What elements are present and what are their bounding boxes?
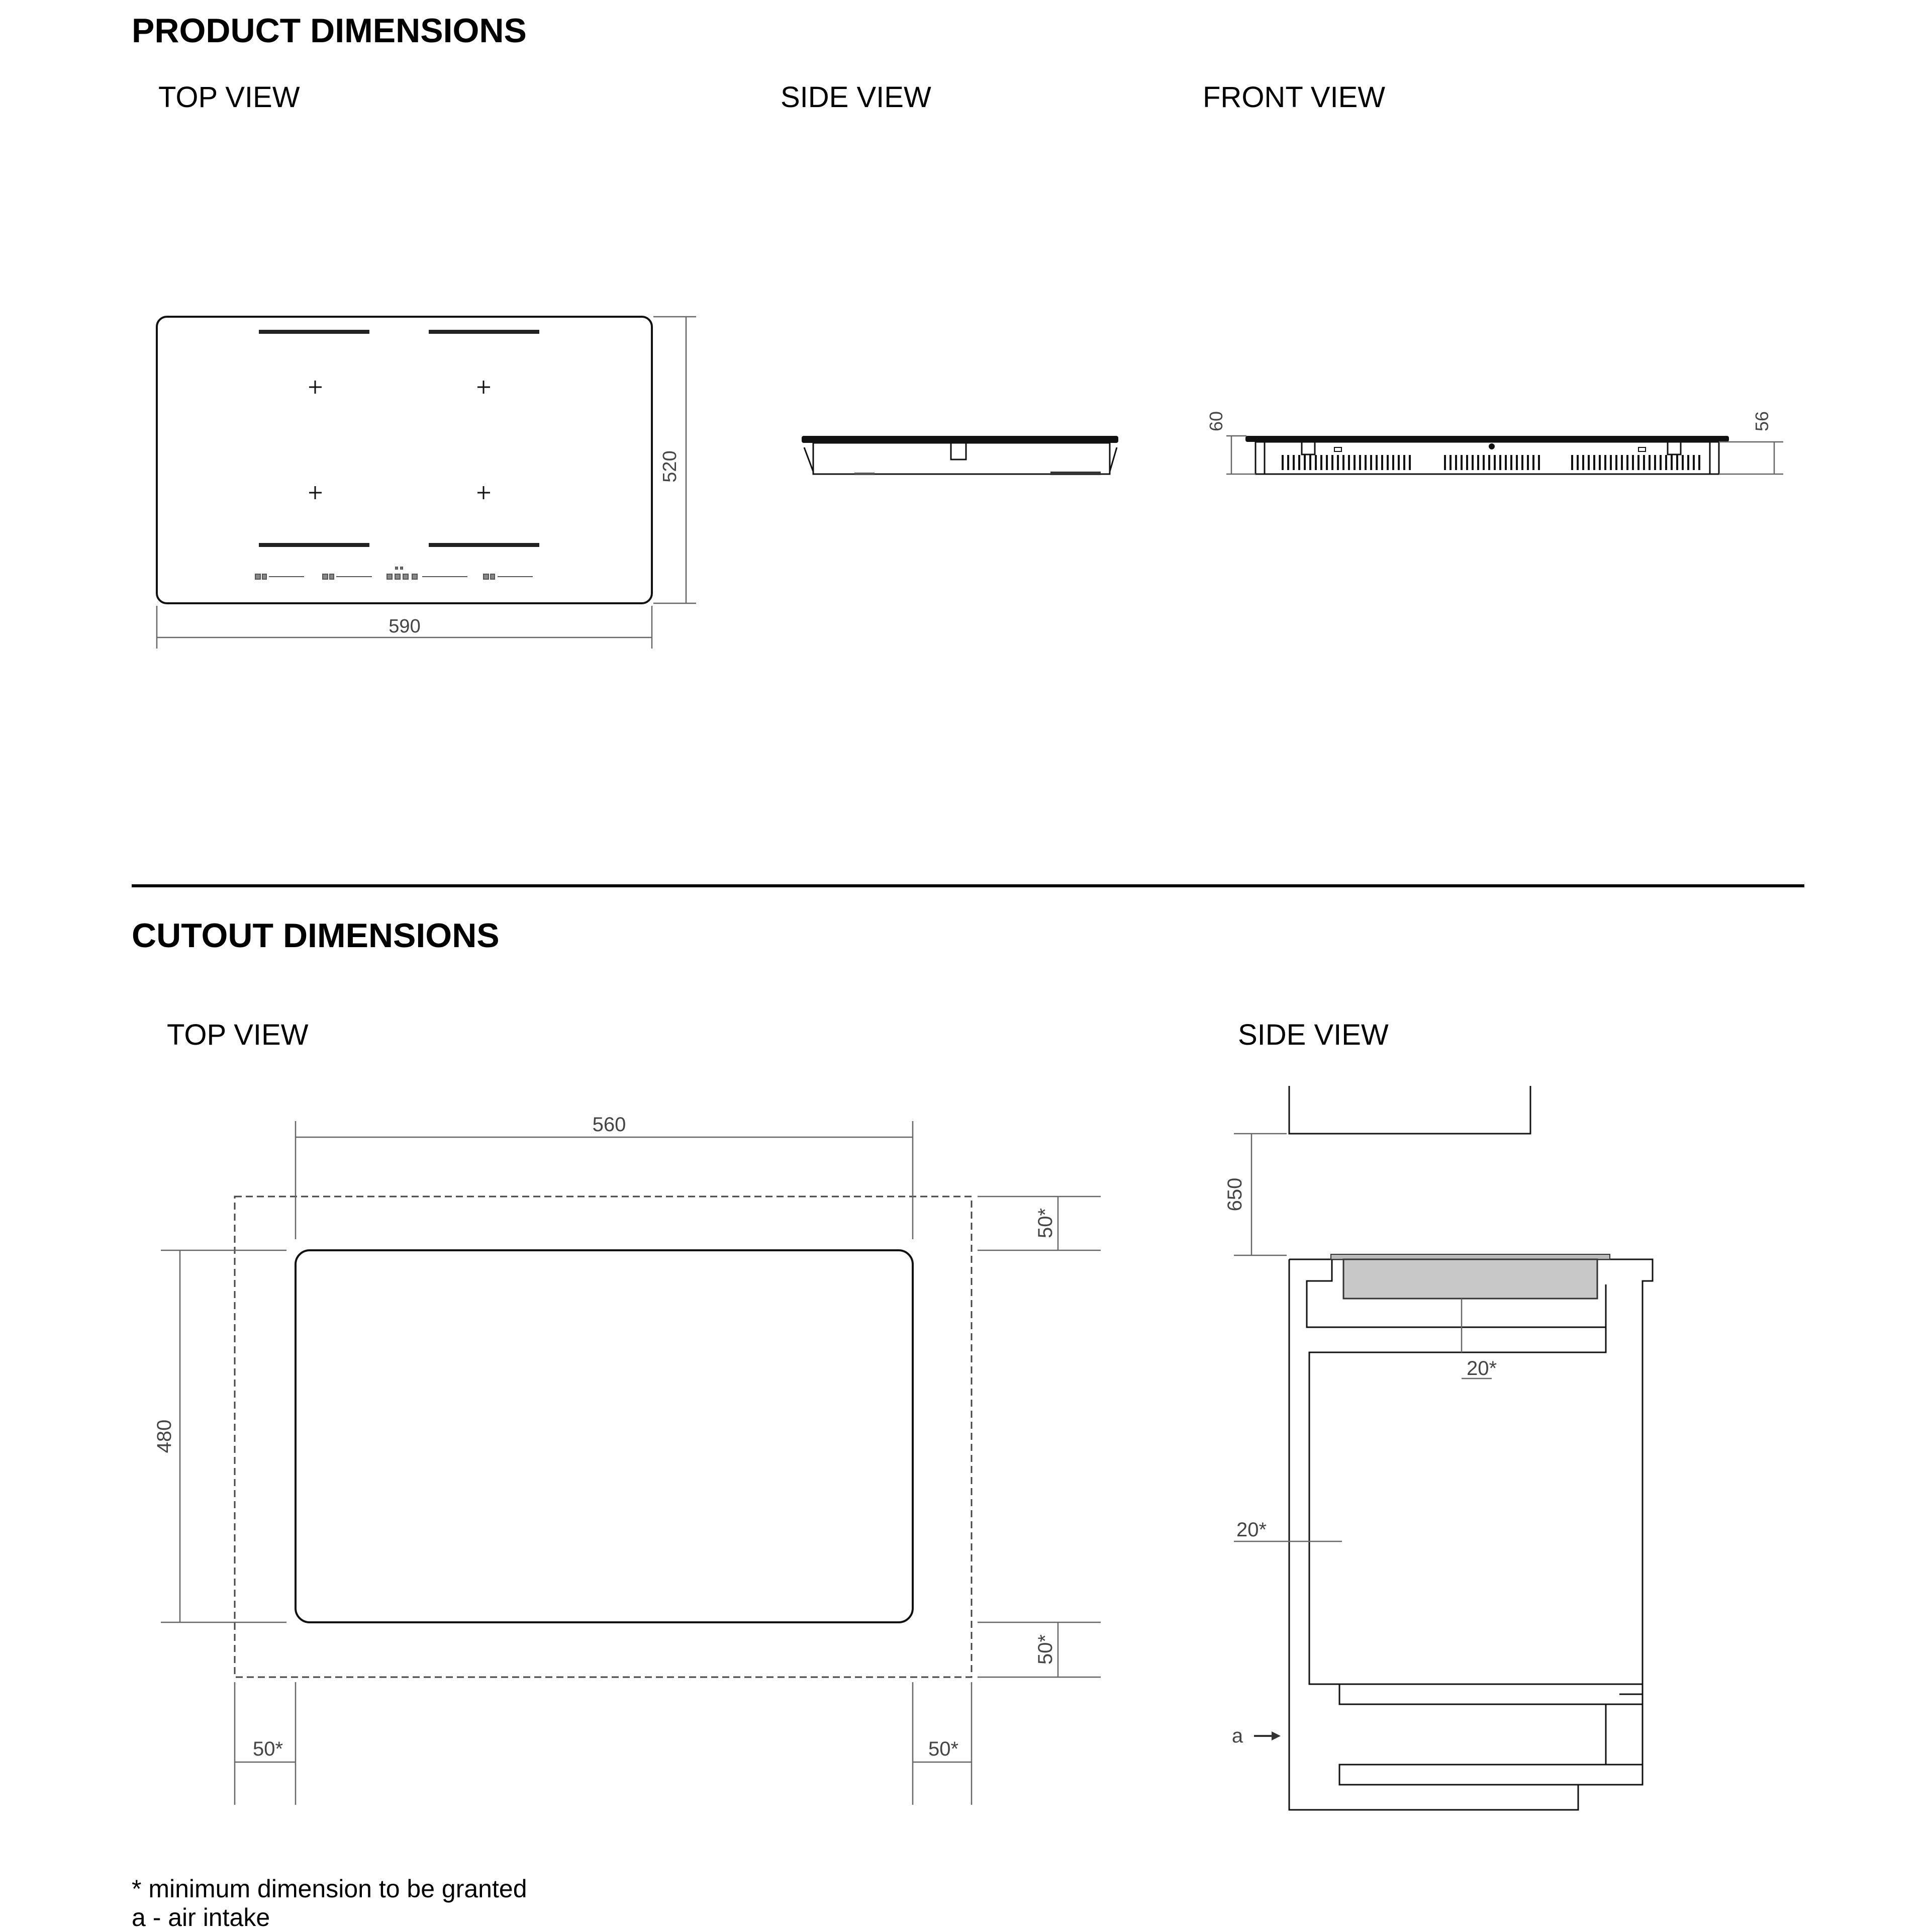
dim-clearance-front: 50*	[1034, 1634, 1056, 1665]
dim-hood-distance: 650	[1224, 1177, 1246, 1212]
product-front-view-drawing	[1226, 436, 1783, 474]
product-top-view-label: TOP VIEW	[158, 81, 300, 114]
cutout-section-title: CUTOUT DIMENSIONS	[132, 916, 500, 955]
dim-front-total-height: 60	[1206, 411, 1226, 432]
dim-gap-below-hob: 20*	[1466, 1357, 1497, 1379]
dim-front-body-height: 56	[1752, 411, 1772, 432]
product-section-title: PRODUCT DIMENSIONS	[132, 12, 527, 50]
cutout-top-view-label: TOP VIEW	[167, 1019, 309, 1051]
note-air-intake: a - air intake	[132, 1903, 270, 1931]
dim-product-depth: 520	[659, 450, 681, 483]
note-minimum-dimension: * minimum dimension to be granted	[132, 1875, 527, 1903]
dim-cutout-depth: 480	[153, 1419, 175, 1453]
air-intake-marker: a	[1231, 1725, 1243, 1747]
dim-cutout-width: 560	[592, 1114, 626, 1136]
cutout-top-view-drawing	[161, 1121, 1101, 1805]
product-side-view-label: SIDE VIEW	[781, 81, 931, 114]
cutout-side-view-label: SIDE VIEW	[1238, 1019, 1389, 1051]
dim-clearance-left: 50*	[252, 1738, 283, 1760]
dim-gap-rear-wall: 20*	[1236, 1519, 1267, 1541]
dim-clearance-back: 50*	[1034, 1208, 1056, 1239]
dim-clearance-right: 50*	[928, 1738, 959, 1760]
product-top-view-drawing	[157, 317, 696, 649]
cutout-side-view-drawing	[1231, 1086, 1653, 1810]
product-front-view-label: FRONT VIEW	[1203, 81, 1386, 114]
product-side-view-drawing	[802, 436, 1118, 475]
dim-product-width: 590	[389, 616, 421, 637]
